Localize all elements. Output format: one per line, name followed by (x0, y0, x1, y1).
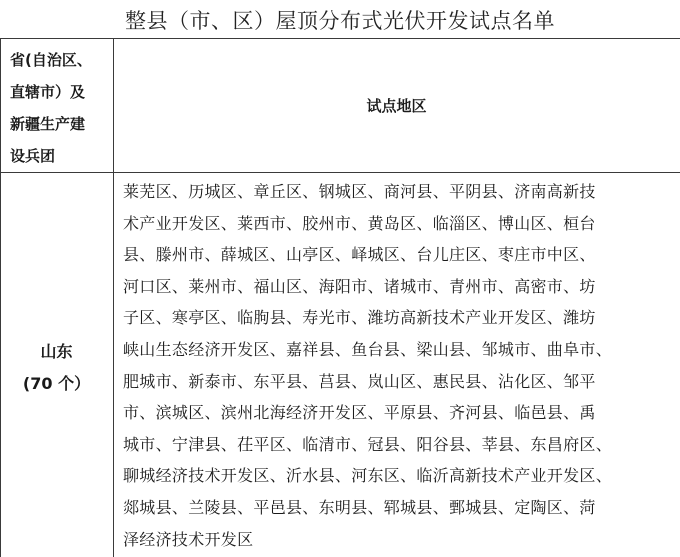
area-list-cell (123, 176, 680, 555)
table-top-border (0, 38, 680, 39)
area-line: 肥城市、新泰市、东平县、莒县、岚山区、惠民县、沾化区、邹平 (123, 371, 596, 391)
area-line: 河口区、莱州市、福山区、海阳市、诸城市、青州市、高密市、坊 (123, 276, 596, 296)
area-line: 县、滕州市、薛城区、山亭区、峄城区、台儿庄区、枣庄市中区、 (123, 245, 596, 265)
header-province-line: 设兵团 (10, 147, 56, 165)
area-line: 郯城县、兰陵县、平邑县、东明县、郓城县、鄄城县、定陶区、菏 (123, 497, 596, 517)
area-line: 市、滨城区、滨州北海经济开发区、平原县、齐河县、临邑县、禹 (123, 403, 596, 423)
area-line: 峡山生态经济开发区、嘉祥县、鱼台县、梁山县、邹城市、曲阜市、 (123, 339, 613, 359)
table-left-border (0, 38, 1, 557)
header-province-cell (10, 44, 112, 172)
area-line: 术产业开发区、莱西市、胶州市、黄岛区、临淄区、博山区、桓台 (123, 213, 596, 233)
header-bottom-border (0, 172, 680, 173)
header-province-line: 省(自治区、 (10, 51, 92, 69)
area-line: 泽经济技术开发区 (123, 529, 254, 549)
page-title: 整县（市、区）屋顶分布式光伏开发试点名单 (125, 9, 555, 33)
province-cell (0, 336, 113, 400)
area-line: 城市、宁津县、茌平区、临清市、冠县、阳谷县、莘县、东昌府区、 (123, 434, 613, 454)
header-province-line: 直辖市）及 (10, 83, 86, 101)
area-line: 莱芜区、历城区、章丘区、钢城区、商河县、平阴县、济南高新技 (123, 182, 596, 201)
area-line: 子区、寒亭区、临朐县、寿光市、潍坊高新技术产业开发区、潍坊 (123, 308, 596, 328)
header-area-cell: 试点地区 (366, 97, 427, 115)
province-name: 山东 (40, 342, 73, 361)
header-province-line: 新疆生产建 (10, 115, 86, 133)
area-line: 聊城经济技术开发区、沂水县、河东区、临沂高新技术产业开发区、 (123, 466, 613, 486)
province-count: (70 个） (22, 374, 91, 393)
